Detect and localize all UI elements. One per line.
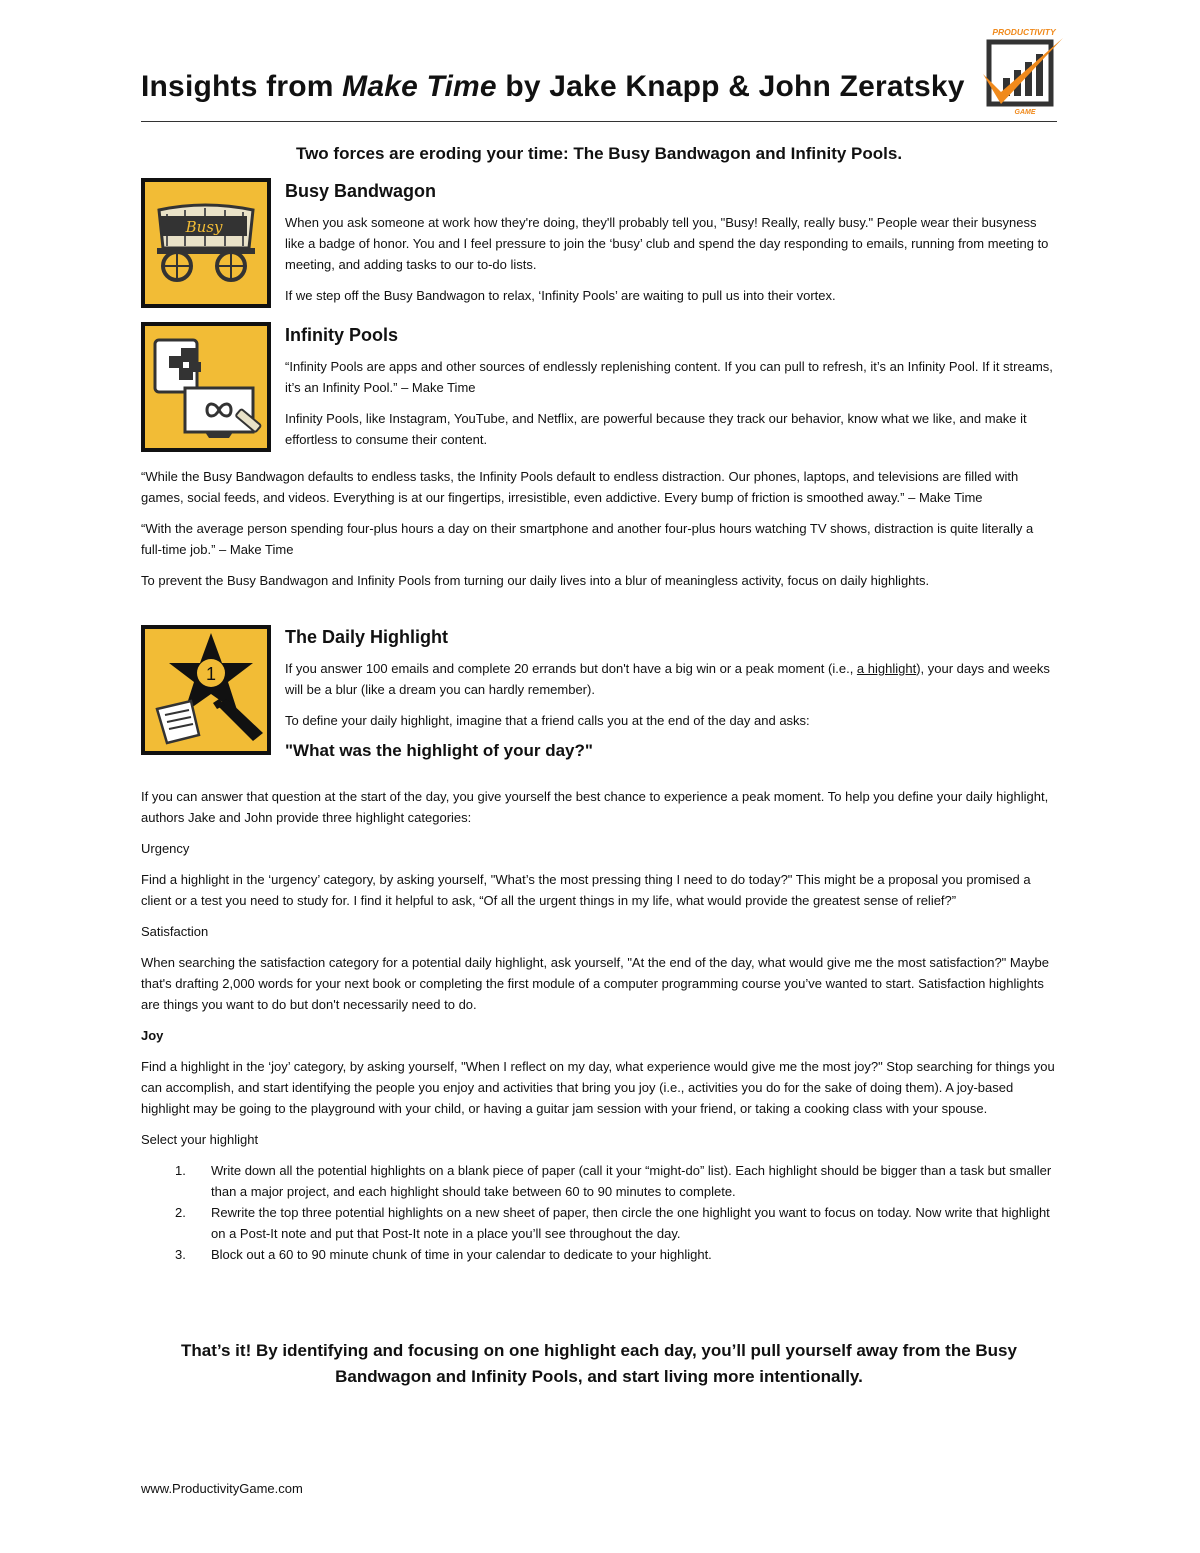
urgency-text: Find a highlight in the ‘urgency’ category, by asking yourself, "What’s the most pressing thing I need to do today?" This might be a proposal you promised a client or a test you need to study for. I find it helpful to ask, “Of all the urgent things in my life, what would provide the greatest sense of relief?” bbox=[141, 872, 1031, 908]
select-highlight-label: Select your highlight bbox=[141, 1132, 259, 1147]
daily-highlight-section bbox=[285, 627, 1057, 761]
step-number: 3. bbox=[175, 1247, 186, 1262]
list-item bbox=[141, 1202, 1057, 1244]
step-number: 2. bbox=[175, 1205, 186, 1220]
infinity-pools-icon bbox=[141, 322, 271, 452]
transition-paragraph: To prevent the Busy Bandwagon and Infinity Pools from turning our daily lives into a blur of meaningless activity, focus on daily highlights. bbox=[141, 573, 930, 588]
satisfaction-text: When searching the satisfaction category for a potential daily highlight, ask yourself, "At the end of the day, what would give me the most satisfaction?" Maybe that's drafting 2,000 words for your next book or completing the first module of a computer programming course you’ve wanted to start. Satisfaction highlights are things you want to do but don't necessarily need to do. bbox=[141, 955, 1049, 1012]
step-text: Write down all the potential highlights on a blank piece of paper (call it your “might-do” list). Each highlight should be bigger than a task but smaller than a major project, and each highlight should take between 60 to 90 minutes to complete. bbox=[211, 1163, 1052, 1199]
quotes-block bbox=[141, 466, 1057, 601]
wagon-sign: Busy bbox=[185, 218, 223, 236]
urgency-label: Urgency bbox=[141, 841, 190, 856]
footer-website[interactable]: www.ProductivityGame.com bbox=[141, 1481, 303, 1496]
title-book-name: Make Time bbox=[342, 70, 497, 103]
title-divider bbox=[141, 121, 1057, 122]
busy-paragraph-2: If we step off the Busy Bandwagon to relax, ‘Infinity Pools’ are waiting to pull us into their vortex. bbox=[285, 288, 836, 303]
highlight-paragraph-1 bbox=[285, 658, 1057, 700]
joy-label: Joy bbox=[141, 1028, 164, 1043]
busy-bandwagon-icon bbox=[141, 178, 271, 308]
highlight-steps-list bbox=[141, 1160, 1057, 1265]
highlight-p1-after: ), your days and weeks will be a blur (like a dream you can hardly remember). bbox=[285, 661, 1050, 697]
logo-text-bottom: GAME bbox=[1014, 109, 1036, 116]
star-number: 1 bbox=[205, 664, 217, 684]
categories-block bbox=[141, 786, 1057, 1265]
busy-bandwagon-section bbox=[285, 181, 1057, 316]
busy-paragraph-1: When you ask someone at work how they're doing, they'll probably tell you, "Busy! Really, really busy." People wear their busyness like a badge of honor. You and I feel pressure to join the ‘busy’ club and spend the day responding to emails, running from meeting to meeting, and adding tasks to our to-do lists. bbox=[285, 215, 1049, 272]
step-text: Block out a 60 to 90 minute chunk of time in your calendar to dedicate to your highlight. bbox=[211, 1247, 712, 1262]
list-item bbox=[141, 1244, 1057, 1265]
infinity-pools-section bbox=[285, 325, 1057, 460]
closing-statement: That’s it! By identifying and focusing on one highlight each day, you’ll pull yourself away from the Busy Bandwagon and Infinity Pools, and start living more intentionally. bbox=[181, 1341, 1017, 1386]
step-number: 1. bbox=[175, 1163, 186, 1178]
highlight-p1-before: If you answer 100 emails and complete 20 errands but don't have a big win or a peak moment (i.e., bbox=[285, 661, 857, 676]
logo-text-top: PRODUCTIVITY bbox=[992, 27, 1056, 37]
daily-highlight-icon bbox=[141, 625, 271, 755]
busy-bandwagon-heading: Busy Bandwagon bbox=[285, 181, 437, 201]
infinity-pools-heading: Infinity Pools bbox=[285, 325, 399, 345]
categories-intro: If you can answer that question at the start of the day, you give yourself the best chance to experience a peak moment. To help you define your daily highlight, authors Jake and John provide three highlight categories: bbox=[141, 789, 1049, 825]
quote-full-time-job: “With the average person spending four-plus hours a day on their smartphone and another four-plus hours watching TV shows, distraction is quite literally a full-time job.” – Make Time bbox=[141, 521, 1034, 557]
productivity-game-logo bbox=[979, 26, 1069, 116]
page-title bbox=[141, 70, 965, 104]
a-highlight-underlined: a highlight bbox=[856, 661, 917, 676]
quote-endless-distraction: “While the Busy Bandwagon defaults to endless tasks, the Infinity Pools default to endless distraction. Our phones, laptops, and televisions are filled with games, social feeds, and videos. Everything is at our fingertips, irresistible, even addictive. Every bump of friction is smoothed away.” – Make Time bbox=[141, 469, 1019, 505]
step-text: Rewrite the top three potential highlights on a new sheet of paper, then circle the one highlight you want to focus on today. Now write that highlight on a Post-It note and put that Post-It note in a place you’ll see throughout the day. bbox=[211, 1205, 1050, 1241]
infinity-paragraph-2: Infinity Pools, like Instagram, YouTube, and Netflix, are powerful because they track our behavior, know what we like, and make it effortless to consume their content. bbox=[285, 411, 1027, 447]
intro-statement: Two forces are eroding your time: The Busy Bandwagon and Infinity Pools. bbox=[295, 144, 903, 163]
joy-text: Find a highlight in the ‘joy’ category, by asking yourself, "When I reflect on my day, what experience would give me the most joy?" Stop searching for things you can accomplish, and start identifying the people you enjoy and activities that bring you joy (i.e., activities you do for the sake of doing them). A joy-based highlight may be going to the playground with your child, or having a guitar jam session with your friend, or taking a cooking class with your spouse. bbox=[141, 1059, 1055, 1116]
daily-highlight-heading: The Daily Highlight bbox=[285, 627, 449, 647]
title-prefix: Insights from bbox=[141, 70, 343, 103]
highlight-question: "What was the highlight of your day?" bbox=[285, 741, 593, 760]
title-authors: by Jake Knapp & John Zeratsky bbox=[496, 70, 965, 103]
list-item bbox=[141, 1160, 1057, 1202]
infinity-paragraph-1: “Infinity Pools are apps and other sources of endlessly replenishing content. If you can pull to refresh, it’s an Infinity Pool. If it streams, it’s an Infinity Pool.” – Make Time bbox=[285, 359, 1053, 395]
highlight-paragraph-2: To define your daily highlight, imagine that a friend calls you at the end of the day and asks: bbox=[285, 713, 810, 728]
satisfaction-label: Satisfaction bbox=[141, 924, 209, 939]
